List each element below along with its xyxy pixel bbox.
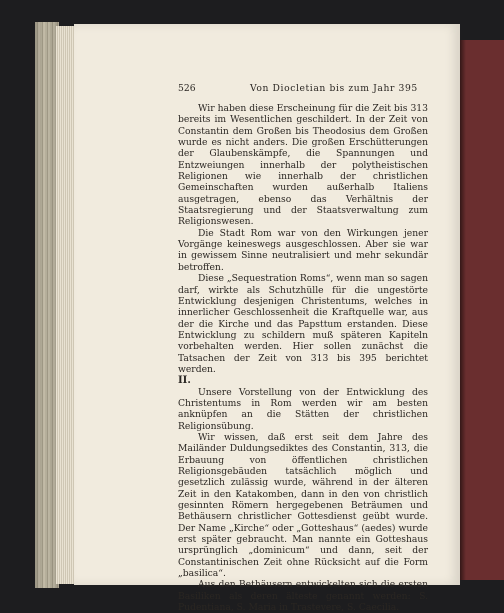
body-text — [178, 103, 428, 613]
page-number: 526 — [178, 83, 196, 94]
page-header — [178, 82, 430, 96]
paragraph: Unsere Vorstellung von der Entwicklung des Christentums in Rom werden wir am besten anknüpfen an die Stätten der christlichen Religionsübung. — [178, 386, 428, 432]
paragraph: Die Stadt Rom war von den Wirkungen jener Vorgänge keineswegs ausgeschlossen. Aber sie war in gewissem Sinne neutralisiert und mehr sekundär betroffen. — [178, 227, 428, 273]
paragraph: Wir wissen, daß erst seit dem Jahre des Mailänder Duldungsediktes des Constantin, 313, die Erbauung von öffentlichen christlichen Religionsgebäuden tatsächlich möglich und gesetzlich zulässig wurde, während in der älteren Zeit in den Katakomben, dann in den von christlich gesinnten Römern hergegebenen Beträumen und Bethäusern christlicher Gottesdienst geübt wurde. Der Name „Kirche“ oder „Gotteshaus“ (aedes) wurde erst später gebraucht. Man nannte ein Gotteshaus ursprünglich „dominicum“ und dann, seit der Constantinischen Zeit ohne Rücksicht auf die Form „basilica“. — [178, 431, 428, 580]
paragraph: Aus den Bethäusern entwickelten sich die ersten Basiliken als deren älteste genannt werden: S. Pudentiana, S. Maria in Trastevere, S. Caecilia. — [178, 579, 428, 613]
paragraph: Diese „Sequestration Roms“, wenn man so sagen darf, wirkte als Schutzhülle für die ungestörte Entwicklung desjenigen Christentums, welches in innerlicher Geschlossenheit die Kraftquelle war, aus der die Kirche und das Papsttum erstanden. Diese Entwicklung zu schildern muß späteren Kapiteln vorbehalten werden. Hier sollen zunächst die Tatsachen der Zeit von 313 bis 395 berichtet werden. — [178, 273, 428, 375]
section-heading: II. — [178, 375, 191, 387]
gutter-shadow — [460, 40, 466, 580]
adjacent-cover — [460, 40, 504, 580]
running-head: Von Diocletian bis zum Jahr 395 — [250, 83, 418, 94]
paragraph: Wir haben diese Erscheinung für die Zeit bis 313 bereits im Wesentlichen geschildert. In der Zeit von Constantin dem Großen bis Theodosius dem Großen wurde es nicht anders. Die großen Erschütterungen der Glaubenskämpfe, die Spannungen und Entzweiungen innerhalb der polytheistischen Religionen wie innerhalb der christlichen Gemeinschaften wurden außerhalb Italiens ausgetragen, ebenso das Verhältnis der Staatsregierung und der Staatsverwaltung zum Religionswesen. — [178, 103, 428, 228]
page-edges — [56, 26, 74, 584]
